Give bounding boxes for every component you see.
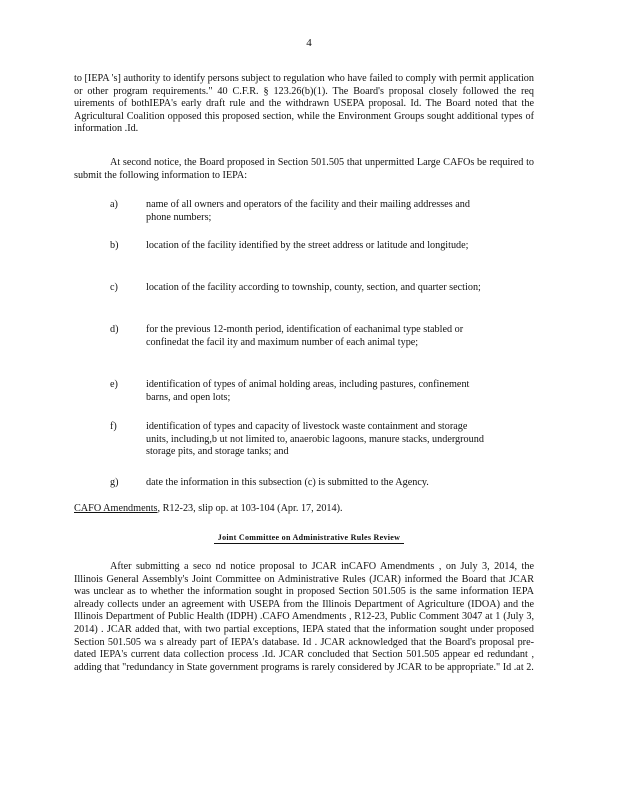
jcar-text: After submitting a seco nd notice proposal to JCAR inCAFO Amendments , on July 3, 2014, the Illinois General Assembly's Joint Committee on Administrative Rules (JCAR) informed the Board that JCAR was unclear as to whether the information sought in proposed Section 501.505 is the same information IEPA already collects under an agreement with USEPA from the Illinois Department of Agriculture (IDOA) and the Illinois Department of Public Health (IDPH) .CAFO Amendments , R12-23, Public Comment 3047 at 1 (July 3, 2014) . JCAR added that, with two partial exceptions, IEPA stated that the information sought under proposed Section 501.505 wa s already part of IEPA's database. Id . JCAR acknowledged that the Board's proposal pre-dated IEPA's current data collection process .Id. JCAR concluded that Section 501.505 appear ed redundant , adding that "redundancy in State government programs is rarely considered by JCAR to be appropriate." Id .at 2. [74, 561, 534, 673]
page-number: 4 [306, 37, 312, 49]
list-item-text: identification of types and capacity of livestock waste containment and storage units, including,b ut not limited to, anaerobic lagoons, manure stacks, underground storage pits, and storage tanks; and [146, 421, 484, 458]
section-heading-text: Joint Committee on Administrative Rules Review [214, 533, 404, 544]
list-item-text: location of the facility according to township, county, section, and quarter section; [146, 282, 481, 293]
list-item-label: f) [110, 421, 117, 432]
list-item-label: b) [110, 240, 119, 251]
list-item-text: for the previous 12-month period, identification of eachanimal type stabled or confinedat the facil ity and maximum number of each animal type; [146, 324, 464, 348]
jcar-paragraph [74, 561, 534, 674]
list-item-label: a) [110, 199, 118, 210]
list-item-label: d) [110, 324, 119, 335]
second-notice-paragraph [74, 157, 534, 182]
list-item-label: c) [110, 282, 118, 293]
section-heading [0, 533, 618, 542]
intro-paragraph: to [IEPA 's] authority to identify persons subject to regulation who have failed to comply with permit application or other program requirements." 40 C.F.R. § 123.26(b)(1). The Board's proposal closely followed the req uirements of bothIEPA's early draft rule and the withdrawn USEPA proposal. Id. The Board noted that the Agricultural Coalition opposed this proposed section, while the Environment Groups sought additional types of information .Id. [74, 73, 534, 135]
citation [74, 503, 343, 514]
list-item-text: date the information in this subsection (c) is submitted to the Agency. [146, 477, 429, 488]
list-item-text: identification of types of animal holding areas, including pastures, confinement barns, and open lots; [146, 379, 470, 403]
list-item-text: location of the facility identified by the street address or latitude and longitude; [146, 240, 469, 251]
list-item-text: name of all owners and operators of the facility and their mailing addresses and phone numbers; [146, 199, 470, 223]
list-item-label: g) [110, 477, 119, 488]
list-item-label: e) [110, 379, 118, 390]
citation-rest: , R12-23, slip op. at 103-104 (Apr. 17, 2014). [157, 503, 343, 514]
second-notice-text: At second notice, the Board proposed in Section 501.505 that unpermitted Large CAFOs be required to submit the following information to IEPA: [74, 157, 534, 181]
citation-case-name: CAFO Amendments [74, 503, 158, 514]
